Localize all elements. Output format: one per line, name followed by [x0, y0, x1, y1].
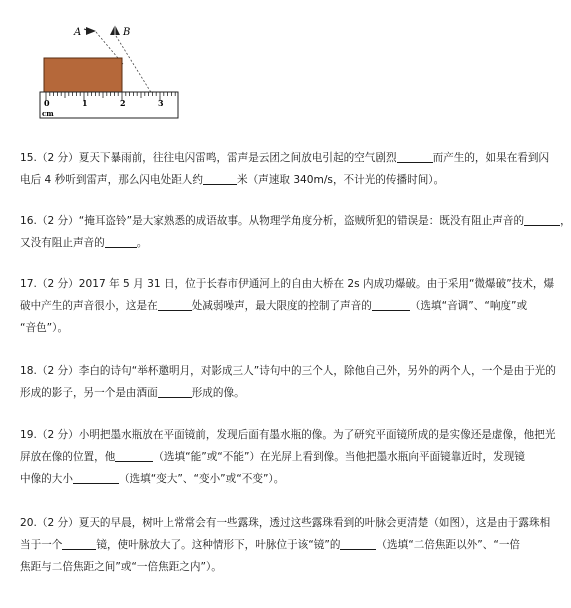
question-line [20, 169, 550, 191]
question-text: “掩耳盗铃”是大家熟悉的成语故事。从物理学角度分析，盗贼所犯的错误是：既没有阻止声音的 [78, 215, 525, 227]
question-16 [20, 210, 571, 254]
answer-blank[interactable] [372, 298, 410, 311]
question-line [20, 147, 550, 169]
question-text: 处减弱噪声，最大限度的控制了声音的 [191, 300, 372, 312]
answer-blank[interactable] [524, 213, 560, 226]
question-score: （2 分） [36, 215, 79, 227]
question-line [20, 382, 550, 404]
question-line [20, 295, 550, 317]
question-text: 又没有阻止声音的 [20, 237, 105, 249]
question-line [20, 317, 550, 339]
question-line [20, 512, 550, 534]
tick-label-3: 3 [158, 98, 164, 108]
label-b: B [123, 27, 131, 38]
question-score: （2 分） [36, 429, 79, 441]
question-text: 。 [136, 237, 148, 249]
question-number: 19. [20, 429, 37, 441]
question-score: （2 分） [36, 278, 79, 290]
answer-blank[interactable] [397, 150, 433, 163]
ruler-unit: cm [42, 109, 54, 118]
answer-blank[interactable] [73, 471, 119, 484]
question-20 [20, 512, 550, 578]
answer-blank[interactable] [105, 235, 137, 248]
question-text: （选填“变大”、“变小”或“不变”）。 [118, 473, 285, 485]
question-number: 20. [20, 517, 37, 529]
question-text: 夏天下暴雨前，往往电闪雷鸣，雷声是云团之间放电引起的空气剧烈 [78, 152, 397, 164]
question-text: ， [560, 215, 571, 227]
question-line [20, 556, 550, 578]
wooden-block [44, 58, 122, 92]
question-line [20, 424, 556, 446]
question-score: （2 分） [36, 152, 79, 164]
question-text: 电后 4 秒听到雷声，那么闪电处距人约 [20, 174, 203, 186]
tick-label-1: 1 [82, 98, 88, 108]
question-number: 18. [20, 365, 37, 377]
block-ruler-figure [30, 16, 190, 126]
question-text: 2017 年 5 月 31 日，位于长春市伊通河上的自由大桥在 2s 内成功爆破。由于采用“微爆破”技术，爆 [78, 278, 555, 290]
question-text: 米（声速取 340m/s，不计光的传播时间）。 [236, 174, 445, 186]
question-text: 当于一个 [20, 539, 63, 551]
question-text: 中像的大小 [20, 473, 73, 485]
question-15 [20, 147, 550, 191]
question-line [20, 446, 550, 468]
question-18 [20, 360, 556, 404]
tick-label-2: 2 [120, 98, 126, 108]
question-line [20, 360, 556, 382]
answer-blank[interactable] [158, 385, 192, 398]
question-text: 形成的像。 [191, 387, 245, 399]
answer-blank[interactable] [62, 537, 96, 550]
question-text: 破中产生的声音很小，这是在 [20, 300, 158, 312]
question-19 [20, 424, 556, 490]
question-text: 夏天的早晨，树叶上常常会有一些露珠，透过这些露珠看到的叶脉会更清楚（如图），这是由于露珠相 [78, 517, 551, 529]
question-text: “音色”）。 [20, 322, 69, 334]
question-text: 屏放在像的位置，他 [20, 451, 116, 463]
tick-label-0: 0 [44, 98, 50, 108]
question-text: 形成的影子，另一个是由酒面 [20, 387, 158, 399]
answer-blank[interactable] [115, 449, 153, 462]
eye-a-icon [84, 27, 96, 35]
question-line [20, 273, 555, 295]
question-number: 15. [20, 152, 37, 164]
question-17 [20, 273, 555, 339]
question-number: 16. [20, 215, 37, 227]
label-a: A [74, 27, 82, 38]
question-text: （选填“能”或“不能”）在光屏上看到像。当他把墨水瓶向平面镜靠近时，发现镜 [153, 451, 525, 463]
question-line [20, 232, 550, 254]
answer-blank[interactable] [203, 172, 237, 185]
question-text: 镜，使叶脉放大了。这种情形下，叶脉位于该“镜”的 [96, 539, 341, 551]
question-text: 焦距与二倍焦距之间”或“一倍焦距之内”）。 [20, 561, 222, 573]
ruler-diagram [30, 16, 190, 126]
question-text: 小明把墨水瓶放在平面镜前，发现后面有墨水瓶的像。为了研究平面镜所成的是实像还是虚像，他把光 [78, 429, 556, 441]
answer-blank[interactable] [158, 298, 192, 311]
question-score: （2 分） [36, 517, 79, 529]
question-line [20, 468, 550, 490]
question-line [20, 210, 571, 232]
question-number: 17. [20, 278, 37, 290]
question-text: （选填“音调”、“响度”或 [409, 300, 528, 312]
question-text: 而产生的，如果在看到闪 [432, 152, 550, 164]
question-score: （2 分） [36, 365, 79, 377]
question-text: （选填“二倍焦距以外”、“一倍 [376, 539, 521, 551]
question-text: 李白的诗句“举杯邀明月，对影成三人”诗句中的三个人，除他自己外，另外的两个人，一个是由于光的 [78, 365, 556, 377]
eye-b-icon [110, 25, 120, 36]
question-line [20, 534, 550, 556]
answer-blank[interactable] [340, 537, 376, 550]
